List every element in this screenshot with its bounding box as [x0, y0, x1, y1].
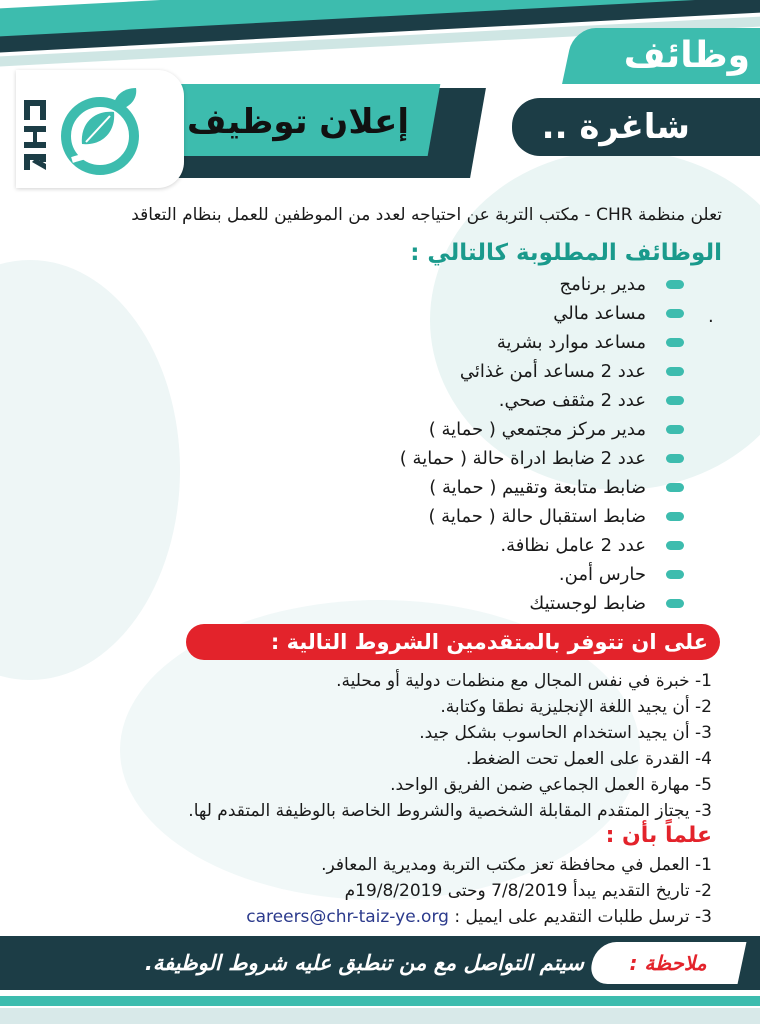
notes-heading: علماً بأن :	[605, 823, 712, 848]
list-item: عدد 2 ضابط ادراة حالة ( حماية )	[340, 444, 686, 473]
bullet-icon	[666, 599, 684, 608]
list-item: عدد 2 مساعد أمن غذائي	[340, 357, 686, 386]
vacant-badge-text: شاغرة ..	[541, 107, 690, 147]
bullet-icon	[666, 425, 684, 434]
apply-instruction: 3- ترسل طلبات التقديم على ايميل :	[448, 907, 712, 927]
list-item: عدد 2 مثقف صحي.	[340, 386, 686, 415]
jobs-heading: الوظائف المطلوبة كالتالي :	[410, 240, 722, 266]
jobs-list	[340, 270, 686, 618]
leaf-ring-logo-icon	[52, 80, 152, 180]
list-item: 4- القدرة على العمل تحت الضغط.	[465, 749, 712, 769]
footer-text: سيتم التواصل مع من تنطبق عليه شروط الوظيفة.	[144, 951, 584, 975]
jobs-badge-text: وظائف	[623, 35, 750, 76]
list-item: 5- مهارة العمل الجماعي ضمن الفريق الواحد.	[390, 775, 712, 795]
bullet-icon	[666, 396, 684, 405]
bullet-icon	[666, 570, 684, 579]
list-item: 3- أن يجيد استخدام الحاسوب بشكل جيد.	[419, 723, 712, 743]
list-item: مساعد مالي	[340, 299, 686, 328]
bullet-icon	[666, 309, 684, 318]
list-item: عدد 2 عامل نظافة.	[340, 531, 686, 560]
bullet-icon	[666, 541, 684, 550]
bullet-icon	[666, 280, 684, 289]
chr-logo-wordmark	[20, 96, 50, 174]
list-item: 3- يجتاز المتقدم المقابلة الشخصية والشروط الخاصة بالوظيفة المتقدم لها.	[188, 801, 712, 821]
list-item	[40, 904, 712, 930]
list-item: 2- أن يجيد اللغة الإنجليزية نطقا وكتابة.	[440, 697, 712, 717]
bullet-icon	[666, 367, 684, 376]
conditions-heading: على ان تتوفر بالمتقدمين الشروط التالية :	[270, 630, 708, 654]
stray-dot: .	[708, 306, 714, 327]
watermark-circle-left	[0, 260, 180, 680]
list-item: 1- خبرة في نفس المجال مع منظمات دولية أو محلية.	[336, 671, 712, 691]
list-item: 1- العمل في محافظة تعز مكتب التربة ومديرية المعافر.	[321, 855, 712, 875]
list-item: مدير مركز مجتمعي ( حماية )	[340, 415, 686, 444]
notes-list	[40, 852, 712, 930]
bullet-icon	[666, 338, 684, 347]
banner-title: إعلان توظيف	[186, 102, 410, 142]
list-item: ضابط استقبال حالة ( حماية )	[340, 502, 686, 531]
email-link[interactable]: careers@chr-taiz-ye.org	[246, 907, 449, 927]
bullet-icon	[666, 483, 684, 492]
list-item: مدير برنامج	[340, 270, 686, 299]
bottom-stripe-gray	[0, 1008, 760, 1024]
list-item: ضابط متابعة وتقييم ( حماية )	[340, 473, 686, 502]
conditions-list	[40, 668, 712, 824]
list-item: ضابط لوجستيك	[340, 589, 686, 618]
list-item: حارس أمن.	[340, 560, 686, 589]
list-item: مساعد موارد بشرية	[340, 328, 686, 357]
intro-text: تعلن منظمة CHR - مكتب التربة عن احتياجه لعدد من الموظفين للعمل بنظام التعاقد	[131, 205, 722, 225]
bullet-icon	[666, 454, 684, 463]
footer-label: ملاحظة :	[629, 951, 707, 975]
bottom-stripe-teal	[0, 996, 760, 1006]
bullet-icon	[666, 512, 684, 521]
list-item: 2- تاريخ التقديم يبدأ 7/8/2019 وحتى 19/8/2019م	[344, 881, 712, 901]
